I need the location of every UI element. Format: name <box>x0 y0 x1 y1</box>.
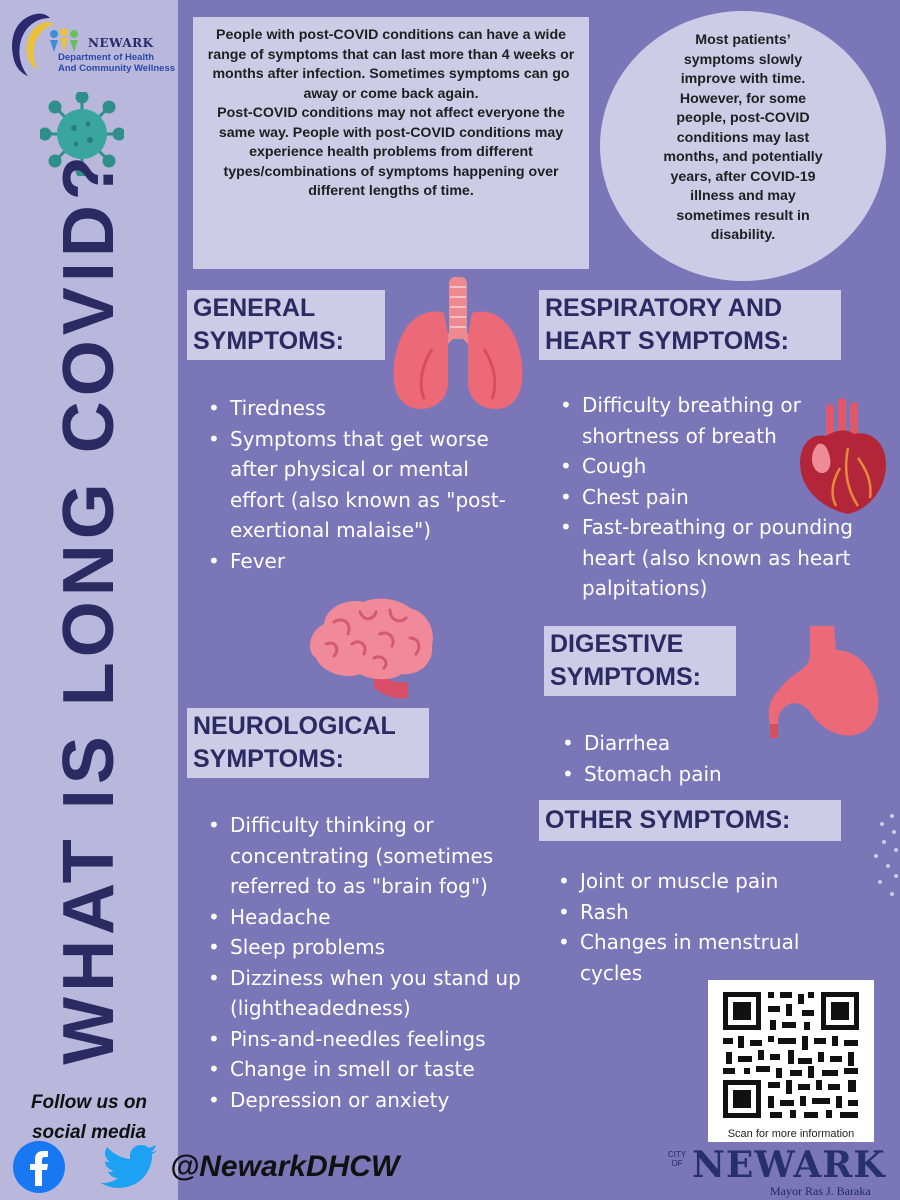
intro-box <box>193 17 589 269</box>
general-heading-line-1: GENERAL <box>193 294 316 322</box>
social-handle[interactable]: @NewarkDHCW <box>170 1150 400 1183</box>
city-of-label <box>664 1150 690 1168</box>
logo-line-1: Department of Health <box>58 52 155 63</box>
general-heading <box>187 290 385 360</box>
intro-paragraph-2: Post-COVID conditions may not affect everyone the same way. People with post-COVID conditions may experience health problems from different types/combinations of symptoms happening over different lengths of time. <box>217 105 565 199</box>
list-item: • Rash <box>558 897 858 928</box>
list-item: • Symptoms that get worse after physical or mental effort (also known as "post-exertional malaise") <box>208 424 528 546</box>
decorative-dots <box>862 810 900 900</box>
info-circle: Most patients’ symptoms slowly improve with time. However, for some people, post-COVID conditions may last months, and potentially years, after COVID-19 illness and may sometimes result in disability. <box>600 11 886 281</box>
neurological-list <box>208 810 544 1115</box>
facebook-icon[interactable] <box>12 1140 66 1194</box>
newark-wordmark: NEWARK <box>692 1144 886 1186</box>
respiratory-list <box>560 390 896 604</box>
list-item: • Tiredness <box>208 393 528 424</box>
city-line-1: CITY <box>667 1150 687 1159</box>
list-item: • Change in smell or taste <box>208 1054 544 1085</box>
qr-caption: Scan for more information <box>727 1128 855 1140</box>
list-item: • Chest pain <box>560 482 896 513</box>
neurological-heading <box>187 708 429 778</box>
list-item: • Cough <box>560 451 896 482</box>
list-item: • Fast-breathing or pounding heart (also known as heart palpitations) <box>560 512 896 604</box>
other-list <box>558 866 858 988</box>
intro-paragraph-1: People with post-COVID conditions can have a wide range of symptoms that can last more than 4 weeks or months after infection. Sometimes symptoms can go away or come back again. <box>207 27 575 102</box>
logo-name: NEWARK <box>88 36 154 50</box>
qr-code[interactable] <box>708 980 874 1142</box>
digestive-list <box>562 728 782 789</box>
respiratory-heading-line-2: HEART SYMPTOMS: <box>545 327 789 355</box>
list-item: • Fever <box>208 546 528 577</box>
list-item: • Depression or anxiety <box>208 1085 544 1116</box>
list-item: • Changes in menstrual cycles <box>558 927 858 988</box>
respiratory-heading <box>539 290 841 360</box>
qr-code-icon <box>708 980 874 1128</box>
digestive-heading-line-2: SYMPTOMS: <box>550 663 701 691</box>
follow-text <box>14 1088 164 1148</box>
list-item: • Difficulty thinking or concentrating (sometimes referred to as "brain fog") <box>208 810 544 902</box>
dhcw-logo <box>6 8 176 78</box>
list-item: • Difficulty breathing or shortness of breath <box>560 390 896 451</box>
mayor-name: Mayor Ras J. Baraka <box>770 1184 871 1198</box>
general-heading-line-2: SYMPTOMS: <box>193 327 344 355</box>
digestive-heading-line-1: DIGESTIVE <box>550 630 684 658</box>
follow-line-2: social media <box>31 1122 147 1143</box>
page-title: WHAT IS LONG COVID? <box>49 151 129 1065</box>
list-item: • Diarrhea <box>562 728 782 759</box>
list-item: • Headache <box>208 902 544 933</box>
list-item: • Sleep problems <box>208 932 544 963</box>
respiratory-heading-line-1: RESPIRATORY AND <box>545 294 783 322</box>
twitter-icon[interactable] <box>96 1144 160 1196</box>
brain-icon <box>304 594 438 702</box>
other-heading: OTHER SYMPTOMS: <box>539 800 841 841</box>
logo-line-2: And Community Wellness <box>58 63 176 74</box>
neurological-heading-line-2: SYMPTOMS: <box>193 745 344 773</box>
digestive-heading <box>544 626 736 696</box>
follow-line-1: Follow us on <box>30 1092 148 1113</box>
list-item: • Joint or muscle pain <box>558 866 858 897</box>
lungs-icon <box>388 275 528 415</box>
neurological-heading-line-1: NEUROLOGICAL <box>193 712 396 740</box>
list-item: • Dizziness when you stand up (lightheadedness) <box>208 963 544 1024</box>
list-item: • Stomach pain <box>562 759 782 790</box>
general-list <box>208 393 528 576</box>
city-of-newark-logo <box>664 1146 892 1200</box>
city-line-2: OF <box>671 1159 683 1168</box>
list-item: • Pins-and-needles feelings <box>208 1024 544 1055</box>
